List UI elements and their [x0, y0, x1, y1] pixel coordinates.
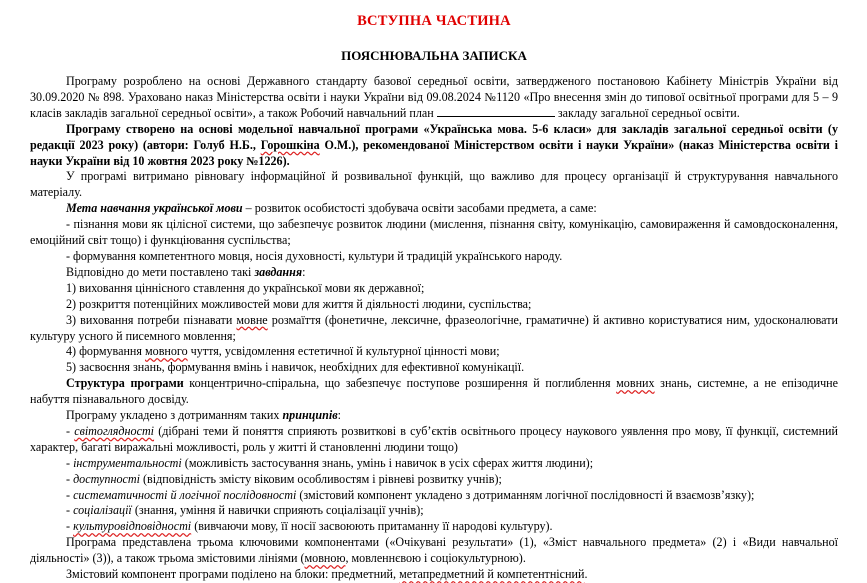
task-item: 2) розкриття потенційних можливостей мови для життя й діяльності людини, суспільства; [66, 296, 532, 311]
task-item: 1) виховання ціннісного ставлення до української мови як державної; [66, 280, 425, 295]
goal-item: - формування компетентного мовця, носія духовності, культури й традицій українського народу. [66, 248, 563, 263]
task-item: 5) засвоєння знань, формування вмінь і навичок, необхідних для ефективної комунікації. [66, 360, 525, 375]
paragraph-balance: У програмі витримано рівновагу інформаційної й розвивальної функцій, що важливо для процесу організації й структурування навчального матеріалу. [30, 169, 838, 200]
section-title: ВСТУПНА ЧАСТИНА [357, 13, 511, 29]
goal-item: - пізнання мови як цілісної системи, що забезпечує розвиток людини (мислення, пізнання світу, комунікацію, самовираження й самовдосконалення, емоційний світ тощо) і функціювання суспільства; [30, 217, 838, 248]
goal-label: Мета навчання української мови [66, 201, 243, 216]
paragraph-model-program: Програму створено на основі модельної навчальної програми «Українська мова. 5-6 класи» для закладів загальної середньої освіти (у редакції 2023 року) (автори: Голуб Н.Б., Горошкіна О.М.), рекомендованої Міністерством освіти і науки України» (наказ Міністерства освіти і науки України від 10 жовтня 2023 року №1226). [30, 121, 838, 168]
paragraph-structure: Структура програми концентрично-спіральна, що забезпечує поступове розширення й поглиблення мовних знань, системне, а не епізодичне набуття пізнавального досвіду. [30, 376, 839, 407]
tasks-label: завдання [254, 264, 303, 279]
paragraph-principles: Програму укладено з дотриманням таких принципів: [66, 408, 341, 423]
section-subtitle: ПОЯСНЮВАЛЬНА ЗАПИСКА [341, 48, 527, 63]
principle-item: - інструментальності (можливість застосування знань, умінь і навичок в усіх сферах життя людини); [66, 455, 594, 470]
spellcheck-word: Горошкіна [260, 137, 320, 152]
principles-label: принципів [282, 408, 338, 423]
paragraph-basis: Програму розроблено на основі Державного стандарту базової середньої освіти, затвердженого постановою Кабінету Міністрів України від 30.09.2020 № 898. Ураховано наказ Міністерства освіти і науки України від 09.08.2024 №1120 «Про внесення змін до типової освітньої програми для 5 – 9 класів закладів загальної середньої освіти», а також Робочий навчальний план закладу загальної середньої освіти. [30, 74, 838, 120]
principle-item: - культуровідповідності (вивчаючи мову, її носії засвоюють притаманну її народові культуру). [66, 519, 553, 534]
blank-line [437, 106, 555, 117]
paragraph-tasks: Відповідно до мети поставлено такі завдання: [66, 264, 306, 279]
principle-item: - соціалізації (знання, уміння й навички сприяють соціалізації учнів); [66, 503, 424, 518]
task-item: 4) формування мовного чуття, усвідомлення естетичної й культурної цінності мови; [66, 344, 500, 359]
paragraph-blocks: Змістовий компонент програми поділено на блоки: предметний, метапредметний й компетентнісний. [66, 567, 588, 582]
task-item: 3) виховання потреби пізнавати мовне розмаїття (фонетичне, лексичне, фразеологічне, граматичне) й активно користуватися ним, удосконалювати культуру усного й писемного мовлення; [30, 312, 838, 343]
paragraph-goal: Мета навчання української мови – розвиток особистості здобувача освіти засобами предмета, а саме: [66, 201, 597, 216]
principle-item: - світоглядності (дібрані теми й поняття сприяють розвиткові в суб’єктів освітнього процесу наукового уявлення про мову, її функції, системний характер, багаті виражальні можливості, роль у житті й становленні людини тощо) [30, 423, 838, 454]
principle-item: - доступності (відповідність змісту віковим особливостям і рівневі розвитку учнів); [66, 471, 502, 486]
principle-item: - систематичності й логічної послідовності (змістовий компонент укладено з дотриманням логічної послідовності й взаємозв’язку); [66, 487, 755, 502]
paragraph-components: Програма представлена трьома ключовими компонентами («Очікувані результати» (1), «Зміст навчального предмета» (2) і «Види навчальної діяльності» (3)), а також трьома змістовими лініями (мовною, мовленнєвою і соціокультурною). [30, 535, 838, 566]
